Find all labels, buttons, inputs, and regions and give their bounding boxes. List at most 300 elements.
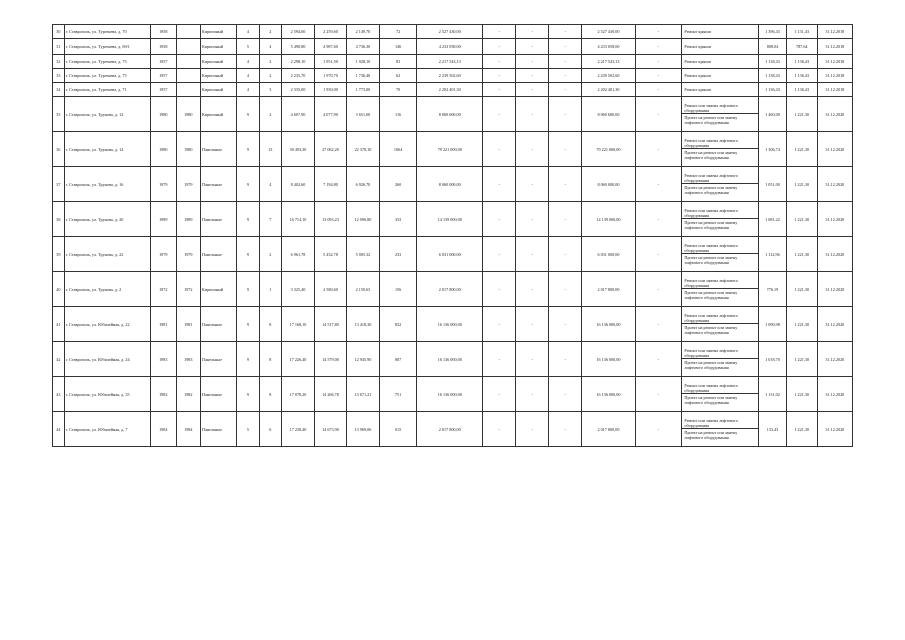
year-built-cell: 1981 xyxy=(150,307,176,342)
funding-owners-cell: 16 136 000,00 xyxy=(582,342,635,377)
funding-other-cell: - xyxy=(635,25,682,39)
living-area-cell: 5 432,78 xyxy=(314,237,346,272)
completion-date-cell: 31.12.2018 xyxy=(817,55,852,69)
private-area-cell: 2 149,70 xyxy=(346,25,379,39)
unit-cost-limit-cell: 1 221,30 xyxy=(786,272,817,307)
floors-cell: 5 xyxy=(237,412,259,447)
year-built-cell: 1989 xyxy=(150,202,176,237)
floors-cell: 9 xyxy=(237,237,259,272)
floors-cell: 9 xyxy=(237,202,259,237)
total-area-cell: 2 335,00 xyxy=(281,83,314,97)
table-row xyxy=(53,25,853,39)
funding-local-cell: - xyxy=(549,167,582,202)
year-commissioned-cell: 1979 xyxy=(176,167,201,202)
wall-material-cell: Кирпичный xyxy=(201,83,237,97)
total-area-cell: 17 226,40 xyxy=(281,342,314,377)
unit-cost-cell: 133,43 xyxy=(759,412,787,447)
funding-other-cell: - xyxy=(635,97,682,132)
private-area-cell: 1 773,00 xyxy=(346,83,379,97)
funding-owners-cell: 2 017 800,00 xyxy=(582,272,635,307)
entrances-cell: 2 xyxy=(259,25,281,39)
unit-cost-cell: 1 018,70 xyxy=(759,342,787,377)
completion-date-cell: 31.12.2020 xyxy=(817,272,852,307)
work-types-cell xyxy=(682,307,759,342)
funding-regional-cell: - xyxy=(516,237,549,272)
funding-local-cell: - xyxy=(549,202,582,237)
year-commissioned-cell: 1989 xyxy=(176,202,201,237)
work-types-cell xyxy=(682,272,759,307)
funding-owners-cell: 2 527 430,00 xyxy=(582,25,635,39)
work-type-item: Ремонт или замена лифтового оборудования xyxy=(684,348,738,358)
floors-cell: 9 xyxy=(237,272,259,307)
completion-date-cell: 31.12.2018 xyxy=(817,25,852,39)
funding-regional-cell: - xyxy=(516,272,549,307)
row-number-cell: 40 xyxy=(53,272,65,307)
residents-cell: 116 xyxy=(379,97,416,132)
funding-regional-cell: - xyxy=(516,39,549,55)
completion-date-cell: 31.12.2018 xyxy=(817,69,852,83)
completion-date-cell: 31.12.2020 xyxy=(817,202,852,237)
document-page xyxy=(52,24,853,447)
residents-cell: 751 xyxy=(379,377,416,412)
residents-cell: 72 xyxy=(379,25,416,39)
funding-owners-cell: 16 136 000,00 xyxy=(582,307,635,342)
unit-cost-limit-cell: 1 221,30 xyxy=(786,97,817,132)
year-commissioned-cell: 1979 xyxy=(176,237,201,272)
unit-cost-limit-cell: 1 221,30 xyxy=(786,377,817,412)
private-area-cell: 4 736,30 xyxy=(346,39,379,55)
funding-owners-cell: 14 139 000,00 xyxy=(582,202,635,237)
wall-material-cell: Кирпичный xyxy=(201,272,237,307)
funding-other-cell: - xyxy=(635,132,682,167)
residents-cell: 233 xyxy=(379,237,416,272)
funding-owners-cell: 2 017 800,00 xyxy=(582,412,635,447)
year-commissioned-cell xyxy=(176,83,201,97)
table-row xyxy=(53,97,853,132)
funding-owners-cell: 8 060 600,00 xyxy=(582,97,635,132)
wall-material-cell: Панельные xyxy=(201,342,237,377)
unit-cost-limit-cell: 1 221,30 xyxy=(786,307,817,342)
year-commissioned-cell xyxy=(176,55,201,69)
unit-cost-cell: 1 131,02 xyxy=(759,377,787,412)
funding-other-cell: - xyxy=(635,237,682,272)
total-area-cell: 17 238,40 xyxy=(281,412,314,447)
floors-cell: 4 xyxy=(237,69,259,83)
private-area-cell: 12 096,80 xyxy=(346,202,379,237)
residents-cell: 70 xyxy=(379,83,416,97)
floors-cell: 9 xyxy=(237,307,259,342)
address-cell: г. Ставрополь, ул. Трунова, д. 2 xyxy=(64,272,150,307)
completion-date-cell: 31.12.2020 xyxy=(817,167,852,202)
floors-cell: 4 xyxy=(237,25,259,39)
funding-federal-cell: - xyxy=(483,272,516,307)
total-cost-cell: 2 527 430,00 xyxy=(417,25,483,39)
unit-cost-cell: 1 396,43 xyxy=(759,25,787,39)
funding-federal-cell: - xyxy=(483,132,516,167)
work-types-cell xyxy=(682,39,759,55)
funding-local-cell: - xyxy=(549,97,582,132)
floors-cell: 9 xyxy=(237,167,259,202)
year-commissioned-cell: 1980 xyxy=(176,97,201,132)
total-cost-cell: 16 136 000,00 xyxy=(417,377,483,412)
total-cost-cell: 6 031 000,00 xyxy=(417,237,483,272)
year-commissioned-cell: 1982 xyxy=(176,377,201,412)
total-area-cell: 4 607,90 xyxy=(281,97,314,132)
address-cell: г. Ставрополь, ул. Тургенева, д. 69/1 xyxy=(64,39,150,55)
unit-cost-cell: 1 136,43 xyxy=(759,83,787,97)
wall-material-cell: Панельные xyxy=(201,167,237,202)
entrances-cell: 2 xyxy=(259,237,281,272)
table-row xyxy=(53,377,853,412)
funding-federal-cell: - xyxy=(483,25,516,39)
funding-regional-cell: - xyxy=(516,167,549,202)
year-built-cell: 1957 xyxy=(150,83,176,97)
address-cell: г. Ставрополь, ул. Тургенева, д. 75 xyxy=(64,69,150,83)
private-area-cell: 13 969,06 xyxy=(346,412,379,447)
funding-local-cell: - xyxy=(549,342,582,377)
work-type-item: Ремонт крыши xyxy=(684,73,711,78)
table-row xyxy=(53,167,853,202)
residents-cell: 807 xyxy=(379,342,416,377)
unit-cost-limit-cell: 1 136,43 xyxy=(786,55,817,69)
residents-cell: 62 xyxy=(379,69,416,83)
floors-cell: 4 xyxy=(237,83,259,97)
address-cell: г. Ставрополь, ул. Юбилейная, д. 7 xyxy=(64,412,150,447)
funding-other-cell: - xyxy=(635,69,682,83)
total-area-cell: 8 402,60 xyxy=(281,167,314,202)
year-commissioned-cell: 1983 xyxy=(176,342,201,377)
funding-other-cell: - xyxy=(635,202,682,237)
work-types-cell xyxy=(682,377,759,412)
row-number-cell: 42 xyxy=(53,342,65,377)
table-row xyxy=(53,69,853,83)
table-row xyxy=(53,55,853,69)
total-cost-cell: 2 202 401,30 xyxy=(417,83,483,97)
living-area-cell: 1 930,00 xyxy=(314,83,346,97)
address-cell: г. Ставрополь, ул. Тургенева, д. 73 xyxy=(64,55,150,69)
unit-cost-cell: 1 081,22 xyxy=(759,202,787,237)
work-type-item: Ремонт или замена лифтового оборудования xyxy=(684,243,738,253)
work-type-item: Ремонт или замена лифтового оборудования xyxy=(684,208,738,218)
funding-federal-cell: - xyxy=(483,237,516,272)
entrances-cell: 4 xyxy=(259,39,281,55)
private-area-cell: 22 378,10 xyxy=(346,132,379,167)
work-type-item: Проект на ремонт или замену лифтового оборудования xyxy=(682,393,758,405)
residents-cell: 832 xyxy=(379,307,416,342)
private-area-cell: 6 926,70 xyxy=(346,167,379,202)
row-number-cell: 31 xyxy=(53,39,65,55)
table-row xyxy=(53,342,853,377)
unit-cost-limit-cell: 787,64 xyxy=(786,39,817,55)
wall-material-cell: Панельные xyxy=(201,202,237,237)
funding-federal-cell: - xyxy=(483,83,516,97)
year-commissioned-cell: 1984 xyxy=(176,412,201,447)
work-type-item: Ремонт или замена лифтового оборудования xyxy=(684,173,738,183)
address-cell: г. Ставрополь, ул. Трунова, д. 22 xyxy=(64,237,150,272)
funding-local-cell: - xyxy=(549,377,582,412)
funding-local-cell: - xyxy=(549,272,582,307)
entrances-cell: 8 xyxy=(259,377,281,412)
row-number-cell: 34 xyxy=(53,83,65,97)
row-number-cell: 35 xyxy=(53,97,65,132)
address-cell: г. Ставрополь, ул. Юбилейная, д. 24 xyxy=(64,342,150,377)
row-number-cell: 38 xyxy=(53,202,65,237)
row-number-cell: 32 xyxy=(53,55,65,69)
total-area-cell: 17 078,20 xyxy=(281,377,314,412)
year-built-cell: 1982 xyxy=(150,377,176,412)
work-type-item: Ремонт крыши xyxy=(684,59,711,64)
funding-local-cell: - xyxy=(549,39,582,55)
completion-date-cell: 31.12.2020 xyxy=(817,307,852,342)
private-area-cell: 3 651,60 xyxy=(346,97,379,132)
living-area-cell: 14 266,78 xyxy=(314,377,346,412)
residents-cell: 260 xyxy=(379,167,416,202)
work-type-item: Проект на ремонт или замену лифтового оборудования xyxy=(682,253,758,265)
wall-material-cell: Кирпичный xyxy=(201,55,237,69)
address-cell: г. Ставрополь, ул. Трунова, д. 20 xyxy=(64,202,150,237)
total-area-cell: 16 714,10 xyxy=(281,202,314,237)
floors-cell: 4 xyxy=(237,55,259,69)
unit-cost-limit-cell: 1 221,30 xyxy=(786,167,817,202)
unit-cost-limit-cell: 1 136,43 xyxy=(786,69,817,83)
year-built-cell: 1957 xyxy=(150,69,176,83)
unit-cost-cell: 1 460,00 xyxy=(759,97,787,132)
completion-date-cell: 31.12.2020 xyxy=(817,342,852,377)
total-cost-cell: 14 139 000,00 xyxy=(417,202,483,237)
private-area-cell: 12 945,90 xyxy=(346,342,379,377)
unit-cost-cell: 1 112,96 xyxy=(759,237,787,272)
work-types-cell xyxy=(682,167,759,202)
funding-other-cell: - xyxy=(635,39,682,55)
work-types-cell xyxy=(682,69,759,83)
private-area-cell: 13 671,21 xyxy=(346,377,379,412)
row-number-cell: 41 xyxy=(53,307,65,342)
row-number-cell: 37 xyxy=(53,167,65,202)
funding-local-cell: - xyxy=(549,69,582,83)
wall-material-cell: Панельные xyxy=(201,237,237,272)
work-types-cell xyxy=(682,97,759,132)
work-type-item: Проект на ремонт или замену лифтового оборудования xyxy=(682,183,758,195)
unit-cost-cell: 1 306,74 xyxy=(759,132,787,167)
funding-regional-cell: - xyxy=(516,342,549,377)
funding-regional-cell: - xyxy=(516,97,549,132)
funding-other-cell: - xyxy=(635,55,682,69)
total-area-cell: 6 961,78 xyxy=(281,237,314,272)
year-commissioned-cell: 1981 xyxy=(176,307,201,342)
unit-cost-limit-cell: 1 221,30 xyxy=(786,412,817,447)
row-number-cell: 36 xyxy=(53,132,65,167)
funding-federal-cell: - xyxy=(483,39,516,55)
unit-cost-cell: 1 138,43 xyxy=(759,55,787,69)
funding-regional-cell: - xyxy=(516,69,549,83)
address-cell: г. Ставрополь, ул. Тургенева, д. 70 xyxy=(64,25,150,39)
unit-cost-cell: 1 138,43 xyxy=(759,69,787,83)
year-built-cell: 1983 xyxy=(150,342,176,377)
wall-material-cell: Кирпичный xyxy=(201,25,237,39)
wall-material-cell: Кирпичный xyxy=(201,39,237,55)
funding-other-cell: - xyxy=(635,272,682,307)
total-cost-cell: 16 136 000,00 xyxy=(417,342,483,377)
funding-owners-cell: 16 136 000,00 xyxy=(582,377,635,412)
residents-cell: 146 xyxy=(379,39,416,55)
wall-material-cell: Панельные xyxy=(201,377,237,412)
table-row xyxy=(53,412,853,447)
total-cost-cell: 2 017 800,00 xyxy=(417,412,483,447)
total-cost-cell: 2 217 543,13 xyxy=(417,55,483,69)
year-built-cell: 1979 xyxy=(150,237,176,272)
wall-material-cell: Панельные xyxy=(201,412,237,447)
address-cell: г. Ставрополь, ул. Трунова, д. 14 xyxy=(64,132,150,167)
completion-date-cell: 31.12.2020 xyxy=(817,237,852,272)
funding-local-cell: - xyxy=(549,25,582,39)
year-commissioned-cell xyxy=(176,69,201,83)
row-number-cell: 43 xyxy=(53,377,65,412)
funding-other-cell: - xyxy=(635,342,682,377)
funding-regional-cell: - xyxy=(516,377,549,412)
unit-cost-cell: 1 090,98 xyxy=(759,307,787,342)
work-types-cell xyxy=(682,83,759,97)
entrances-cell: 3 xyxy=(259,83,281,97)
entrances-cell: 8 xyxy=(259,342,281,377)
work-types-cell xyxy=(682,132,759,167)
total-area-cell: 17 168,10 xyxy=(281,307,314,342)
funding-federal-cell: - xyxy=(483,342,516,377)
work-type-item: Ремонт крыши xyxy=(684,44,711,49)
table-row xyxy=(53,83,853,97)
private-area-cell: 13 418,30 xyxy=(346,307,379,342)
unit-cost-limit-cell: 1 221,30 xyxy=(786,202,817,237)
residents-cell: 333 xyxy=(379,202,416,237)
unit-cost-cell: 808,04 xyxy=(759,39,787,55)
table-row xyxy=(53,307,853,342)
unit-cost-cell: 1 051,00 xyxy=(759,167,787,202)
address-cell: г. Ставрополь, ул. Трунова, д. 12 xyxy=(64,97,150,132)
wall-material-cell: Панельные xyxy=(201,307,237,342)
private-area-cell: 2 150,63 xyxy=(346,272,379,307)
funding-other-cell: - xyxy=(635,167,682,202)
address-cell: г. Ставрополь, ул. Трунова, д. 16 xyxy=(64,167,150,202)
work-type-item: Ремонт или замена лифтового оборудования xyxy=(684,138,738,148)
wall-material-cell: Кирпичный xyxy=(201,69,237,83)
table-row xyxy=(53,237,853,272)
funding-other-cell: - xyxy=(635,377,682,412)
wall-material-cell: Кирпичный xyxy=(201,97,237,132)
row-number-cell: 33 xyxy=(53,69,65,83)
year-built-cell: 1958 xyxy=(150,25,176,39)
funding-regional-cell: - xyxy=(516,25,549,39)
address-cell: г. Ставрополь, ул. Юбилейная, д. 35 xyxy=(64,377,150,412)
year-built-cell: 1980 xyxy=(150,97,176,132)
work-types-cell xyxy=(682,237,759,272)
living-area-cell: 4 077,90 xyxy=(314,97,346,132)
completion-date-cell: 31.12.2020 xyxy=(817,377,852,412)
funding-owners-cell: 8 060 000,00 xyxy=(582,167,635,202)
funding-regional-cell: - xyxy=(516,412,549,447)
work-types-cell xyxy=(682,202,759,237)
funding-owners-cell: 6 031 000,00 xyxy=(582,237,635,272)
floors-cell: 9 xyxy=(237,97,259,132)
private-area-cell: 1 928,10 xyxy=(346,55,379,69)
year-built-cell: 1958 xyxy=(150,39,176,55)
work-types-cell xyxy=(682,55,759,69)
entrances-cell: 7 xyxy=(259,202,281,237)
work-type-item: Проект на ремонт или замену лифтового оборудования xyxy=(682,323,758,335)
funding-other-cell: - xyxy=(635,307,682,342)
completion-date-cell: 31.12.2020 xyxy=(817,97,852,132)
funding-regional-cell: - xyxy=(516,307,549,342)
entrances-cell: 2 xyxy=(259,97,281,132)
living-area-cell: 1 970,70 xyxy=(314,69,346,83)
funding-federal-cell: - xyxy=(483,307,516,342)
funding-regional-cell: - xyxy=(516,83,549,97)
completion-date-cell: 31.12.2018 xyxy=(817,39,852,55)
floors-cell: 9 xyxy=(237,342,259,377)
living-area-cell: 27 062,20 xyxy=(314,132,346,167)
unit-cost-limit-cell: 1 131,43 xyxy=(786,25,817,39)
total-cost-cell: 2 017 800,00 xyxy=(417,272,483,307)
total-area-cell: 5 490,80 xyxy=(281,39,314,55)
funding-local-cell: - xyxy=(549,237,582,272)
entrances-cell: 2 xyxy=(259,55,281,69)
entrances-cell: 1 xyxy=(259,272,281,307)
work-types-cell xyxy=(682,25,759,39)
funding-owners-cell: 2 217 543,13 xyxy=(582,55,635,69)
address-cell: г. Ставрополь, ул. Тургенева, д. 71 xyxy=(64,83,150,97)
year-built-cell: 1980 xyxy=(150,132,176,167)
wall-material-cell: Панельные xyxy=(201,132,237,167)
entrances-cell: 8 xyxy=(259,307,281,342)
work-type-item: Проект на ремонт или замену лифтового оборудования xyxy=(682,288,758,300)
funding-owners-cell: 79 221 000,00 xyxy=(582,132,635,167)
entrances-cell: 2 xyxy=(259,69,281,83)
living-area-cell: 2 580,60 xyxy=(314,272,346,307)
funding-local-cell: - xyxy=(549,55,582,69)
living-area-cell: 13 093,23 xyxy=(314,202,346,237)
table-row xyxy=(53,202,853,237)
unit-cost-cell: 776,19 xyxy=(759,272,787,307)
funding-federal-cell: - xyxy=(483,97,516,132)
residents-cell: 83 xyxy=(379,55,416,69)
floors-cell: 9 xyxy=(237,132,259,167)
row-number-cell: 39 xyxy=(53,237,65,272)
unit-cost-limit-cell: 1 221,30 xyxy=(786,132,817,167)
funding-federal-cell: - xyxy=(483,69,516,83)
year-built-cell: 1957 xyxy=(150,55,176,69)
total-cost-cell: 8 060 600,00 xyxy=(417,97,483,132)
work-type-item: Проект на ремонт или замену лифтового оборудования xyxy=(682,148,758,160)
floors-cell: 9 xyxy=(237,377,259,412)
completion-date-cell: 31.12.2020 xyxy=(817,412,852,447)
funding-local-cell: - xyxy=(549,83,582,97)
private-area-cell: 1 736,40 xyxy=(346,69,379,83)
funding-owners-cell: 4 233 058,00 xyxy=(582,39,635,55)
funding-regional-cell: - xyxy=(516,55,549,69)
entrances-cell: 6 xyxy=(259,412,281,447)
address-cell: г. Ставрополь, ул. Юбилейная, д. 22 xyxy=(64,307,150,342)
funding-other-cell: - xyxy=(635,83,682,97)
total-cost-cell: 4 233 058,00 xyxy=(417,39,483,55)
year-built-cell: 1972 xyxy=(150,272,176,307)
repair-program-table xyxy=(52,24,853,447)
funding-regional-cell: - xyxy=(516,202,549,237)
living-area-cell: 14 673,90 xyxy=(314,412,346,447)
living-area-cell: 2 259,60 xyxy=(314,25,346,39)
living-area-cell: 1 951,50 xyxy=(314,55,346,69)
funding-local-cell: - xyxy=(549,307,582,342)
total-area-cell: 2 298,10 xyxy=(281,55,314,69)
unit-cost-limit-cell: 1 136,43 xyxy=(786,83,817,97)
funding-owners-cell: 2 239 502,60 xyxy=(582,69,635,83)
